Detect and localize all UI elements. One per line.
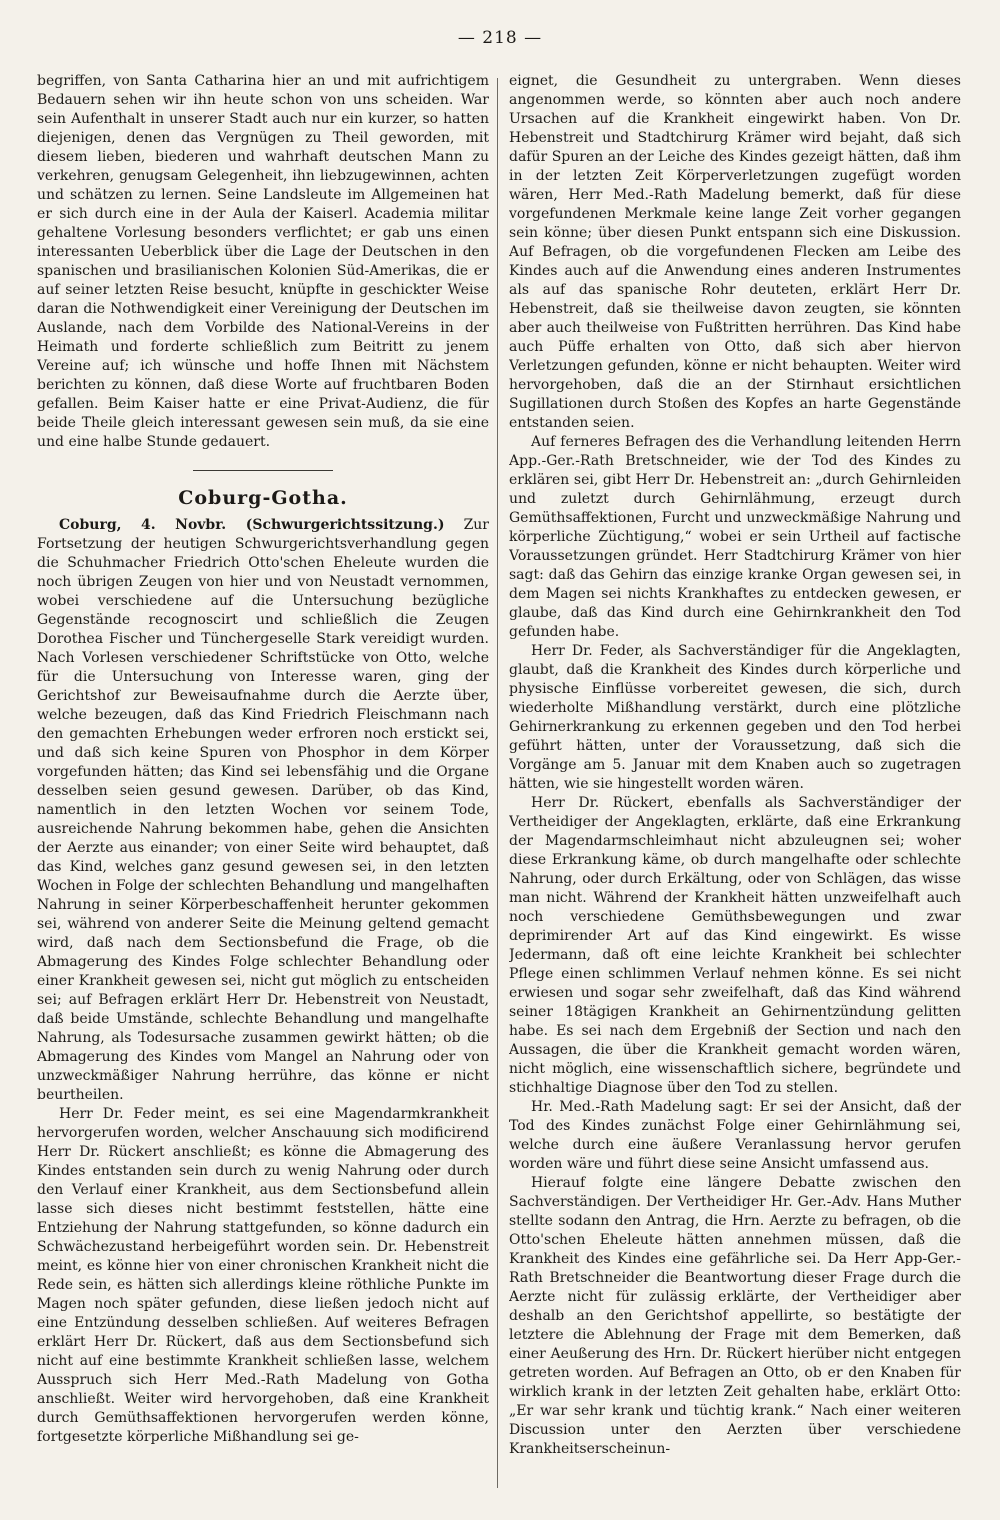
paragraph-feder: Herr Dr. Feder meint, es sei eine Magendarmkrankheit hervorgerufen worden, welcher Anschauung sich modificirend Herr Dr. Rückert anschließt; es könne die Abmagerung des Kindes entstanden sein durch zu wenig Nahrung oder durch den Verlauf einer Krankheit, aus dem Sectionsbefund allein lasse sich dieses nicht bestimmt feststellen, hätte eine Entziehung der Nahrung stattgefunden, so könne dadurch ein Schwächezustand herbeigeführt worden sein. Dr. Hebenstreit meint, es könne hier von einer chronischen Krankheit nicht die Rede sein, es hätten sich allerdings kleine röthliche Punkte im Magen noch später gefunden, diese ließen jedoch nicht auf eine Entzündung desselben schließen. Auf weiteres Befragen erklärt Herr Dr. Rückert, daß aus dem Sectionsbefund sich nicht auf eine bestimmte Krankheit schließen lasse, welchem Ausspruch sich Herr Med.-Rath Madelung von Gotha anschließt. Weiter wird hervorgehoben, daß eine Krankheit durch Gemüthsaffektionen hervorgerufen werden könne, fortgesetzte körperliche Mißhandlung sei ge- [37, 1106, 489, 1445]
paragraph-bretschneider: Auf ferneres Befragen des die Verhandlung leitenden Herrn App.-Ger.-Rath Bretschneider, wie der Tod des Kindes zu erklären sei, gibt Herr Dr. Hebenstreit an: „durch Gehirnleiden und zuletzt durch Gehirnlähmung, erzeugt durch Gemüthsaffektionen, Furcht und unzweckmäßige Nahrung und körperliche Züchtigung,“ wobei er sein Urtheil auf factische Voraussetzungen gründet. Herr Stadtchirurg Krämer von hier sagt: daß das Gehirn das einzige kranke Organ gewesen sei, in dem Magen sei nichts Krankhaftes zu entdecken gewesen, er glaube, daß das Kind durch eine Gehirnkrankheit den Tod gefunden habe. [509, 434, 961, 640]
dateline: Coburg, 4. Novbr. (Schwurgerichtssitzung.) [59, 517, 445, 533]
paragraph-rueckert: Herr Dr. Rückert, ebenfalls als Sachverständiger der Vertheidiger der Angeklagten, erklärte, daß eine Erkrankung der Magendarmschleimhaut nicht abzuleugnen sei; woher diese Erkrankung käme, ob durch mangelhafte oder schlechte Nahrung, oder durch Erkältung, oder von Schlägen, das wisse man nicht. Während der Krankheit hätten unzweifelhaft auch noch verschiedene Gemüthsbewegungen und zwar deprimirender Art auf das Kind eingewirkt. Es wisse Jedermann, daß oft eine leichte Krankheit bei schlechter Pflege einen schlimmen Verlauf nehmen könne. Es sei nicht erwiesen und sogar sehr zweifelhaft, daß das Kind während seiner 18tägigen Krankheit an Gehirnentzündung gelitten habe. Es sei nach dem Ergebniß der Section und nach den Aussagen, die über die Krankheit gemacht worden wären, nicht möglich, eine wissenschaftlich sichere, begründete und stichhaltige Diagnose über den Tod zu stellen. [509, 795, 961, 1096]
paragraph-continued: eignet, die Gesundheit zu untergraben. Wenn dieses angenommen werde, so könnten aber auch noch andere Ursachen auf die Krankheit eingewirkt haben. Von Dr. Hebenstreit und Stadtchirurg Krämer wird bejaht, daß sich dafür Spuren an der Leiche des Kindes gezeigt hätten, daß ihm in der letzten Zeit Körperverletzungen zugefügt worden wären, Herr Med.-Rath Madelung bemerkt, daß für diese vorgefundenen Merkmale keine lange Zeit vorher gegangen sein könne; über diesen Punkt entspann sich eine Diskussion. Auf Befragen, ob die vorgefundenen Flecken am Leibe des Kindes auch auf die Anwendung eines anderen Instrumentes als auf das spanische Rohr deuteten, erklärt Herr Dr. Hebenstreit, daß sie theilweise davon zeugten, sie könnten aber auch theilweise von Fußtritten herrühren. Das Kind habe auch Püffe erhalten von Otto, daß sich aber hiervon Verletzungen gefunden, könne er nicht behaupten. Weiter wird hervorgehoben, daß die an der Stirnhaut ersichtlichen Sugillationen durch Stoßen des Kopfes an harte Gegenstände entstanden seien. [509, 73, 961, 431]
court-report-text: Zur Fortsetzung der heutigen Schwurgerichtsverhandlung gegen die Schuhmacher Friedrich Otto'schen Eheleute wurden die noch übrigen Zeugen von hier und von Neustadt vernommen, wobei verschiedene auf die Untersuchung bezügliche Gegenstände recognoscirt und schließlich die Zeugen Dorothea Fischer und Tünchergeselle Stark vereidigt wurden. Nach Vorlesen verschiedener Schriftstücke von Otto, welche für die Untersuchung von Interesse waren, ging der Gerichtshof zur Beweisaufnahme durch die Aerzte über, welche bezeugen, daß das Kind Friedrich Fleischmann nach den gemachten Erhebungen weder erfroren noch erstickt sei, und daß sich keine Spuren von Phosphor in dem Körper vorgefunden hätten; das Kind sei lebensfähig und die Organe desselben seien gesund gewesen. Darüber, ob das Kind, namentlich in den letzten Wochen vor seinem Tode, ausreichende Nahrung bekommen habe, gehen die Ansichten der Aerzte aus einander; von einer Seite wird behauptet, daß das Kind, welches ganz gesund gewesen sei, in den letzten Wochen in Folge der schlechten Behandlung und mangelhaften Nahrung in seiner Körperbeschaffenheit herunter gekommen sei, während von anderer Seite die Meinung geltend gemacht wird, daß nach dem Sectionsbefund die Frage, ob die Abmagerung des Kindes Folge schlechter Behandlung oder einer Krankheit gewesen sei, nicht gut möglich zu entscheiden sei; auf Befragen erklärt Herr Dr. Hebenstreit von Neustadt, daß beide Umstände, schlechte Behandlung und mangelhafte Nahrung, als Todesursache zusammen gewirkt hätten; ob die Abmagerung des Kindes vom Mangel an Nahrung oder von unzweckmäßiger Nahrung herrühre, das könne er nicht beurtheilen. [37, 517, 489, 1103]
court-report-paragraph [37, 516, 489, 1105]
paragraph-feder-expert: Herr Dr. Feder, als Sachverständiger für die Angeklagten, glaubt, daß die Krankheit des Kindes durch körperliche und physische Einflüsse vorbereitet gewesen, die sich, durch wiederholte Mißhandlung verstärkt, durch eine plötzliche Gehirnerkrankung zu erkennen gegeben und den Tod herbei geführt hätten, unter der Voraussetzung, daß sich die Vorgänge am 5. Januar mit dem Knaben auch so zugetragen hätten, wie sie hingestellt worden wären. [509, 643, 961, 792]
left-column [37, 72, 489, 1502]
paragraph-madelung: Hr. Med.-Rath Madelung sagt: Er sei der Ansicht, daß der Tod des Kindes zunächst Folge einer Gehirnlähmung sei, welche durch eine äußere Veranlassung hervor gerufen worden wäre und führt diese seine Ansicht umfassend aus. [509, 1099, 961, 1172]
page-number: — 218 — [457, 28, 543, 48]
article-divider [193, 470, 333, 471]
paragraph-debate: Hierauf folgte eine längere Debatte zwischen den Sachverständigen. Der Vertheidiger Hr. Ger.-Adv. Hans Muther stellte sodann den Antrag, die Hrn. Aerzte zu befragen, ob die Otto'schen Eheleute hätten annehmen müssen, daß die Krankheit des Kindes eine gefährliche sei. Da Herr App-Ger.-Rath Bretschneider die Beantwortung dieser Frage durch die Aerzte nicht für zulässig erklärte, der Vertheidiger aber deshalb an den Gerichtshof appellirte, so bestätigte der letztere die Ablehnung der Frage mit dem Bemerken, daß einer Aeußerung des Hrn. Dr. Rückert hierüber nicht entgegen getreten worden. Auf Befragen an Otto, ob er den Knaben für wirklich krank in der letzten Zeit gehalten habe, erklärt Otto: „Er war sehr krank und tüchtig krank.“ Nach einer weiteren Discussion unter den Aerzten über verschiedene Krankheitserscheinun- [509, 1175, 961, 1457]
column-rule [497, 78, 498, 1488]
section-heading: Coburg-Gotha. [178, 487, 348, 509]
article-continuation: begriffen, von Santa Catharina hier an und mit aufrichtigem Bedauern sehen wir ihn heute schon von uns scheiden. War sein Aufenthalt in unserer Stadt auch nur ein kurzer, so hatten diejenigen, denen das Vergnügen zu Theil geworden, mit diesem lieben, biederen und wahrhaft deutschen Mann zu verkehren, genugsam Gelegenheit, ihn liebzugewinnen, achten und schätzen zu lernen. Seine Landsleute im Allgemeinen hat er sich durch eine in der Aula der Kaiserl. Academia militar gehaltene Vorlesung besonders verflichtet; er gab uns einen interessanten Ueberblick über die Lage der Deutschen in den spanischen und brasilianischen Kolonien Süd-Amerikas, die er auf seiner letzten Reise besucht, knüpfte in geschickter Weise daran die Nothwendigkeit einer Vereinigung der Deutschen im Auslande, nach dem Vorbilde des National-Vereins in der Heimath und forderte schließlich zum Beitritt zu jenem Vereine auf; ich wünsche und hoffe Ihnen mit Nächstem berichten zu können, daß diese Worte auf fruchtbaren Boden gefallen. Beim Kaiser hatte er eine Privat-Audienz, die für beide Theile gleich interessant gewesen sein muß, da sie eine und eine halbe Stunde gedauert. [37, 73, 489, 450]
right-column [509, 72, 961, 1502]
